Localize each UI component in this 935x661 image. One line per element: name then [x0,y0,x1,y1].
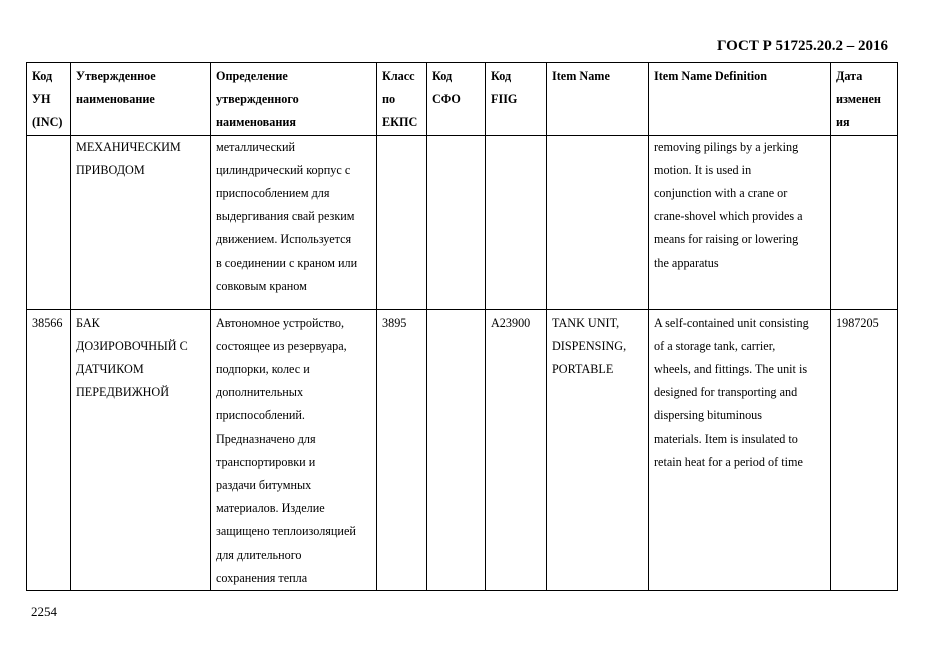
text-line: FIIG [491,92,518,107]
text-line: Класс [382,69,415,83]
text-line: materials. Item is insulated to [654,431,798,446]
cell-fiig-code: A23900 [486,309,547,590]
text-line: A self-contained unit consisting [654,315,809,330]
text-line: ДОЗИРОВОЧНЫЙ С [76,338,188,353]
cell-code [27,135,71,309]
header-name-definition-ru [211,63,377,136]
text-line: приспособлением для [216,186,330,201]
text-line: ДАТЧИКОМ [76,362,144,377]
text-line: в соединении с краном или [216,255,358,270]
text-line: раздачи битумных [216,478,312,493]
text-line: БАК [76,315,100,330]
text-line: МЕХАНИЧЕСКИМ [76,139,181,154]
cell-approved-name [71,309,211,590]
header-item-name-definition [649,63,831,136]
text-line: TANK UNIT, [552,315,620,330]
text-line: conjunction with a crane or [654,186,788,201]
text-line: ПЕРЕДВИЖНОЙ [76,385,170,400]
text-line: защищено теплоизоляцией [216,524,356,539]
text-line: DISPENSING, [552,338,627,353]
text-line: наименование [76,92,155,107]
text-line: retain heat for a period of time [654,454,803,469]
text-line: подпорки, колес и [216,362,310,377]
cell-definition-ru [211,135,377,309]
text-line: Код [491,69,512,83]
text-line: ия [836,115,850,130]
text-line: транспортировки и [216,454,316,469]
cell-sfo-code [427,135,486,309]
text-line: Код [432,69,453,83]
text-line: приспособлений. [216,408,305,423]
text-line: motion. It is used in [654,162,752,177]
header-ekps-class [377,63,427,136]
cell-fiig-code [486,135,547,309]
cell-item-name [547,309,649,590]
text-line: по [382,92,396,107]
cell-change-date: 1987205 [831,309,898,590]
text-line: designed for transporting and [654,385,798,400]
text-line: совковым краном [216,278,307,293]
nomenclature-table [26,62,898,591]
text-line: the apparatus [654,255,719,270]
text-line: цилиндрический корпус с [216,162,351,177]
header-change-date [831,63,898,136]
text-line: УН [32,92,51,107]
text-line: движением. Используется [216,232,352,247]
cell-item-definition [649,135,831,309]
text-line: утвержденного [216,92,299,107]
cell-code: 38566 [27,309,71,590]
header-approved-name [71,63,211,136]
cell-item-name [547,135,649,309]
text-line: crane-shovel which provides a [654,209,803,224]
table-row [27,135,898,309]
table-row [27,309,898,590]
table-header-row [27,63,898,136]
text-line: PORTABLE [552,362,614,377]
text-line: dispersing bituminous [654,408,762,423]
text-line: (INC) [32,115,63,130]
text-line: металлический [216,139,296,154]
text-line: removing pilings by a jerking [654,139,799,154]
text-line: дополнительных [216,385,304,400]
text-line: Item Name Definition [654,69,768,83]
text-line: изменен [836,92,881,107]
header-fiig-code [486,63,547,136]
text-line: wheels, and fittings. The unit is [654,362,808,377]
cell-ekps-class [377,135,427,309]
document-header: ГОСТ Р 51725.20.2 – 2016 [716,38,888,54]
cell-sfo-code [427,309,486,590]
cell-item-definition [649,309,831,590]
text-line: выдергивания свай резким [216,209,355,224]
text-line: Код [32,69,53,83]
text-line: материалов. Изделие [216,501,325,516]
text-line: ПРИВОДОМ [76,162,145,177]
text-line: наименования [216,115,296,130]
cell-change-date [831,135,898,309]
header-item-name [547,63,649,136]
header-sfo-code [427,63,486,136]
text-line: Дата [836,69,863,83]
header-code-inc [27,63,71,136]
page-number: 2254 [31,604,57,619]
text-line: для длительного [216,547,302,562]
text-line: Автономное устройство, [216,315,345,330]
text-line: Определение [216,69,288,83]
cell-ekps-class: 3895 [377,309,427,590]
text-line: means for raising or lowering [654,232,799,247]
text-line: состоящее из резервуара, [216,338,347,353]
cell-approved-name [71,135,211,309]
cell-definition-ru [211,309,377,590]
text-line: СФО [432,92,461,107]
text-line: of a storage tank, carrier, [654,338,776,353]
text-line: Item Name [552,69,610,83]
text-line: Утвержденное [76,69,156,83]
text-line: сохранения тепла [216,570,308,585]
text-line: Предназначено для [216,431,316,446]
text-line: ЕКПС [382,115,418,130]
